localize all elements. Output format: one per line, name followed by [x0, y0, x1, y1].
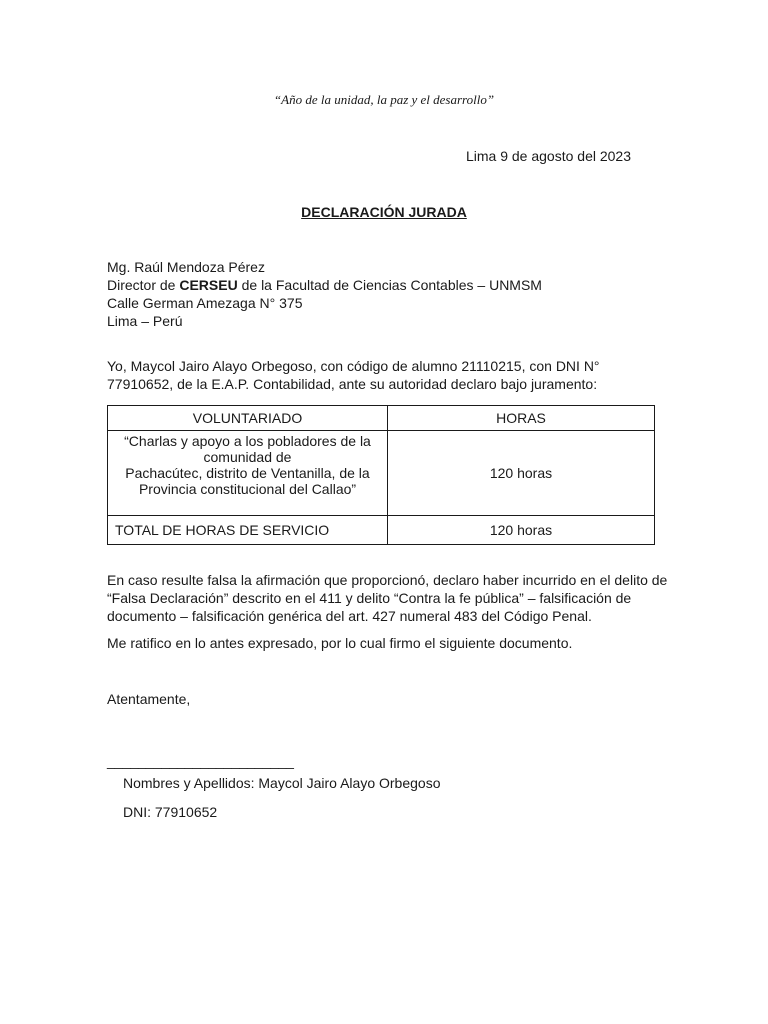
signer-dni: DNI: 77910652: [123, 804, 218, 820]
activity-cell: [108, 431, 388, 516]
signer-names: Nombres y Apellidos: Maycol Jairo Alayo Orbegoso: [123, 775, 441, 791]
document-title: DECLARACIÓN JURADA: [301, 204, 467, 220]
header-hours: HORAS: [388, 406, 655, 431]
recipient-city: Lima – Perú: [107, 313, 183, 329]
recipient-org: CERSEU: [179, 277, 238, 293]
recipient-block: [107, 258, 542, 330]
activity-line: Provincia constitucional del Callao”: [138, 481, 357, 497]
declaration-line: En caso resulte falsa la afirmación que proporcionó, declaro haber incurrido en el delito de: [107, 572, 668, 588]
recipient-name: Mg. Raúl Mendoza Pérez: [107, 259, 265, 275]
ratification-paragraph: Me ratifico en lo antes expresado, por lo cual firmo el siguiente documento.: [107, 635, 573, 651]
intro-line: Yo, Maycol Jairo Alayo Orbegoso, con código de alumno 21110215, con DNI N°: [107, 358, 600, 374]
table-row: [108, 431, 655, 516]
header-volunteer: VOLUNTARIADO: [108, 406, 388, 431]
total-hours: 120 horas: [388, 516, 655, 545]
signature-line: ________________________: [107, 753, 294, 769]
total-label: TOTAL DE HORAS DE SERVICIO: [108, 516, 388, 545]
date-line: Lima 9 de agosto del 2023: [465, 148, 631, 164]
declaration-paragraph: [107, 571, 667, 625]
recipient-role-prefix: Director de: [107, 277, 180, 293]
recipient-role-suffix: de la Facultad de Ciencias Contables – UNMSM: [237, 277, 542, 293]
closing-text: Atentamente,: [107, 691, 191, 707]
activity-line: Pachacútec, distrito de Ventanilla, de la: [125, 465, 370, 481]
activity-hours: 120 horas: [388, 431, 655, 516]
activity-line: comunidad de: [203, 449, 292, 465]
declaration-line: “Falsa Declaración” descrito en el 411 y delito “Contra la fe pública” – falsificación de: [107, 590, 632, 606]
table-row-total: [108, 516, 655, 545]
intro-paragraph: [107, 357, 600, 393]
recipient-role: [107, 276, 542, 294]
intro-line: 77910652, de la E.A.P. Contabilidad, ante su autoridad declaro bajo juramento:: [107, 376, 598, 392]
motto: “Año de la unidad, la paz y el desarrollo”: [273, 92, 495, 107]
declaration-line: documento – falsificación genérica del art. 427 numeral 483 del Código Penal.: [107, 608, 592, 624]
volunteer-table: [107, 405, 655, 545]
activity-line: “Charlas y apoyo a los pobladores de la: [124, 433, 371, 449]
table-header-row: [108, 406, 655, 431]
recipient-street: Calle German Amezaga N° 375: [107, 295, 303, 311]
